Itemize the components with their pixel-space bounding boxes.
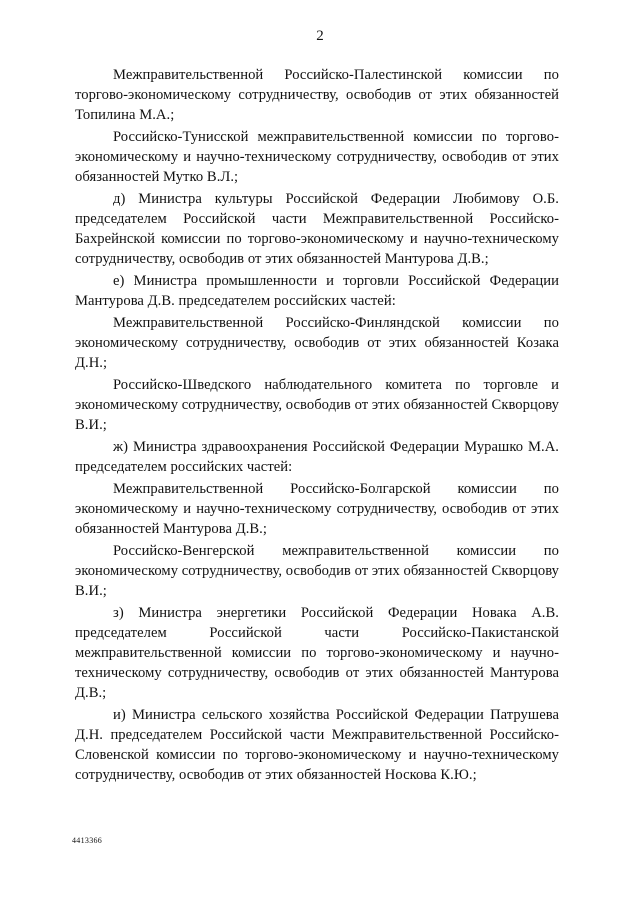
paragraph: з) Министра энергетики Российской Федерации Новака А.В. председателем Российской части Российско-Пакистанской межправительственной комиссии по торгово-экономическому и научно-техническому сотрудничеству, освободив от этих обязанностей Мантурова Д.В.; [75,605,559,701]
page-number: 2 [316,28,324,44]
paragraph: Межправительственной Российско-Болгарской комиссии по экономическому и научно-техническому сотрудничеству, освободив от этих обязанностей Мантурова Д.В.; [75,481,559,537]
paragraph: д) Министра культуры Российской Федерации Любимову О.Б. председателем Российской части Межправительственной Российско-Бахрейнской комиссии по торгово-экономическому и научно-техническому сотрудничеству, освободив от этих обязанностей Мантурова Д.В.; [75,191,559,267]
paragraph: Российско-Тунисской межправительственной комиссии по торгово-экономическому и научно-техническому сотрудничеству, освободив от этих обязанностей Мутко В.Л.; [75,129,559,185]
paragraph: ж) Министра здравоохранения Российской Федерации Мурашко М.А. председателем российских частей: [75,439,559,475]
paragraph: Российско-Шведского наблюдательного комитета по торговле и экономическому сотрудничеству, освободив от этих обязанностей Скворцову В.И.; [75,377,559,433]
paragraph: Российско-Венгерской межправительственной комиссии по экономическому сотрудничеству, освободив от этих обязанностей Скворцову В.И.; [75,543,559,599]
paragraph: Межправительственной Российско-Палестинской комиссии по торгово-экономическому сотрудничеству, освободив от этих обязанностей Топилина М.А.; [75,67,559,123]
document-code: 4413366 [72,836,103,845]
paragraph: Межправительственной Российско-Финляндской комиссии по экономическому сотрудничеству, освободив от этих обязанностей Козака Д.Н.; [75,315,559,371]
document-body [75,65,559,785]
paragraph: е) Министра промышленности и торговли Российской Федерации Мантурова Д.В. председателем российских частей: [75,273,559,309]
paragraph: и) Министра сельского хозяйства Российской Федерации Патрушева Д.Н. председателем Российской части Межправительственной Российско-Словенской комиссии по торгово-экономическому и научно-техническому сотрудничеству, освободив от этих обязанностей Носкова К.Ю.; [75,707,559,783]
